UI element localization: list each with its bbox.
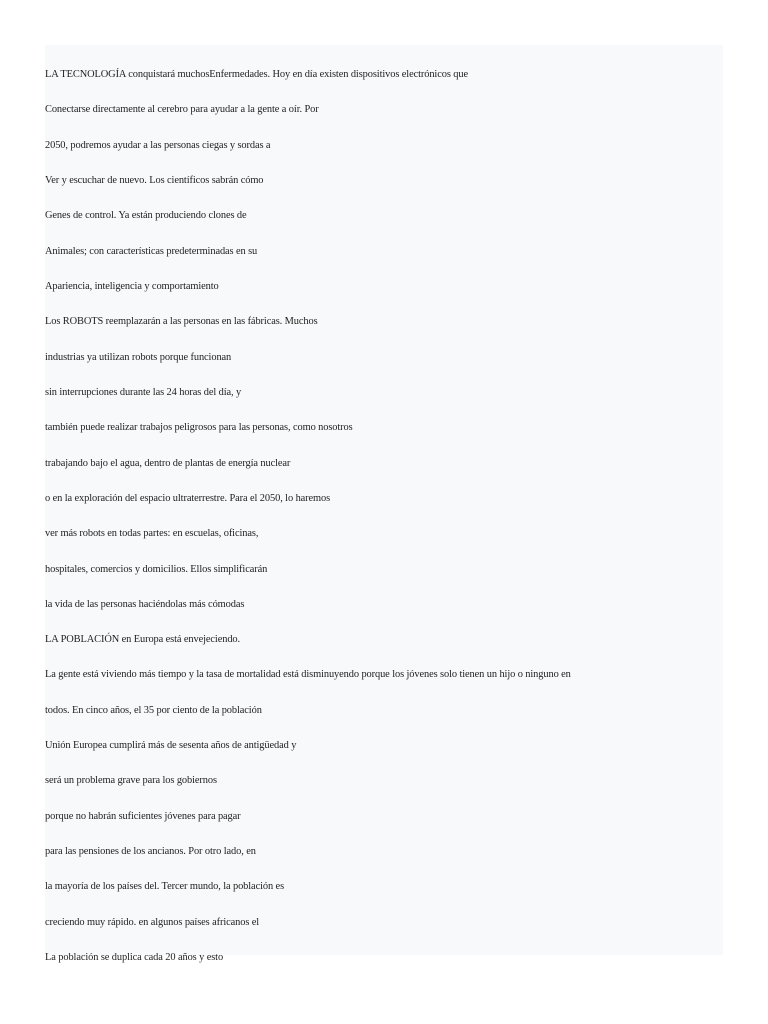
text-line: La población se duplica cada 20 años y esto [45, 952, 224, 963]
text-line: LA TECNOLOGÍA conquistará muchosEnfermedades. Hoy en día existen dispositivos electrónicos que [45, 69, 468, 80]
text-line: hospitales, comercios y domicilios. Ellos simplificarán [45, 563, 268, 575]
text-line: creciendo muy rápido. en algunos países africanos el [45, 916, 260, 928]
text-line: Conectarse directamente al cerebro para ayudar a la gente a oír. Por [45, 104, 319, 116]
text-line: también puede realizar trabajos peligrosos para las personas, como nosotros [45, 422, 353, 434]
text-line: o en la exploración del espacio ultraterrestre. Para el 2050, lo haremos [45, 492, 331, 504]
text-line: sin interrupciones durante las 24 horas del día, y [45, 386, 242, 398]
text-line: Los ROBOTS reemplazarán a las personas en las fábricas. Muchos [45, 316, 318, 328]
text-line: La gente está viviendo más tiempo y la tasa de mortalidad está disminuyendo porque los jóvenes solo tienen un hijo o ninguno en [45, 669, 571, 681]
document-text [45, 45, 723, 963]
text-line: porque no habrán suficientes jóvenes para pagar [45, 810, 241, 822]
text-line: ver más robots en todas partes: en escuelas, oficinas, [45, 528, 259, 540]
text-line: Ver y escuchar de nuevo. Los científicos sabrán cómo [45, 175, 264, 186]
text-line: 2050, podremos ayudar a las personas ciegas y sordas a [45, 139, 271, 151]
text-line: la mayoría de los países del. Tercer mundo, la población es [45, 881, 285, 893]
text-line: Genes de control. Ya están produciendo clones de [45, 210, 247, 222]
text-line: Unión Europea cumplirá más de sesenta años de antigüedad y [45, 740, 297, 752]
text-line: industrias ya utilizan robots porque funcionan [45, 351, 232, 363]
text-line: la vida de las personas haciéndolas más cómodas [45, 598, 245, 610]
text-line: Animales; con características predeterminadas en su [45, 245, 258, 257]
text-line: LA POBLACIÓN en Europa está envejeciendo. [45, 634, 241, 646]
text-line: todos. En cinco años, el 35 por ciento de la población [45, 704, 262, 716]
document-page [45, 45, 723, 963]
text-line: Apariencia, inteligencia y comportamiento [45, 280, 219, 292]
text-line: para las pensiones de los ancianos. Por otro lado, en [45, 846, 256, 857]
text-line: trabajando bajo el agua, dentro de plantas de energía nuclear [45, 457, 291, 469]
text-line: será un problema grave para los gobiernos [45, 775, 217, 787]
